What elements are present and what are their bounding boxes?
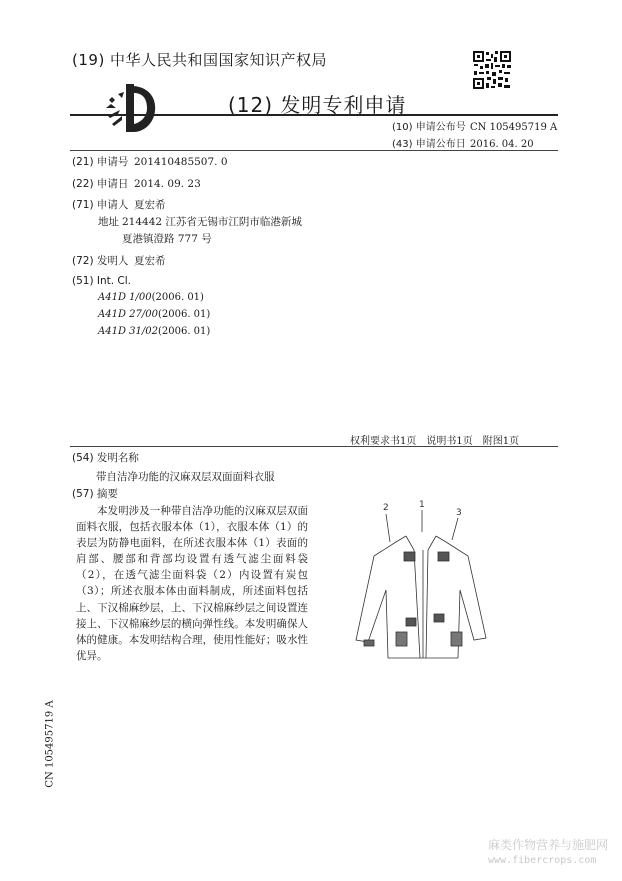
- publication-number-label: (10) 申请公布号: [392, 122, 466, 133]
- ipc-label: (51) Int. Cl.: [72, 275, 132, 287]
- watermark-title: 麻类作物营养与施肥网: [488, 838, 609, 852]
- document-type: (12) 发明专利申请: [228, 93, 407, 117]
- publication-date-value: 2016. 04. 20: [470, 139, 534, 150]
- applicant-label: (71) 申请人: [72, 199, 129, 211]
- ipc-entry: [98, 292, 204, 303]
- applicant-row: [72, 197, 166, 212]
- watermark-url: www.fibercrops.com: [488, 855, 597, 866]
- application-number-value: 201410485507. 0: [134, 156, 228, 168]
- applicant-value: 夏宏希: [134, 199, 166, 211]
- figure-label-1: 1: [419, 500, 425, 510]
- ipc-version: (2006. 01): [151, 292, 204, 303]
- address-label: 地址: [98, 216, 119, 228]
- ipc-code: A41D 27/00: [98, 309, 158, 320]
- drawings-pages: 附图1页: [482, 436, 520, 447]
- cnipa-logo-icon: [104, 80, 160, 136]
- application-date-value: 2014. 09. 23: [134, 178, 201, 190]
- publication-date-label: (43) 申请公布日: [392, 139, 466, 150]
- figure-label-3: 3: [456, 508, 462, 518]
- qr-code-icon: [472, 50, 512, 90]
- abstract-text: 本发明涉及一种带自洁净功能的汉麻双层双面面料衣服，包括衣服本体（1），衣服本体（1）的表层为防静电面料，在所述衣服本体（1）表面的肩部、腰部和背部均设置有透气滤尘面料袋（2），在透气滤尘面料袋（2）内设置有炭包（3）；所述衣服本体由面料制成，所述面料包括上、下汉棉麻纱层，上、下汉棉麻纱层之间设置连接上、下汉棉麻纱层的横向弹性线。本发明确保人体的健康。本发明结构合理，使用性能好；吸水性优异。: [76, 505, 308, 662]
- ipc-code: A41D 1/00: [98, 292, 152, 303]
- address-line-1: 214442 江苏省无锡市江阴市临港新城: [122, 216, 302, 228]
- ipc-entry: [98, 326, 210, 337]
- ipc-version: (2006. 01): [157, 326, 211, 337]
- biblio-divider: [70, 150, 558, 151]
- publication-date-row: [392, 135, 534, 150]
- application-number-row: [72, 154, 228, 169]
- page-counts: [350, 432, 529, 447]
- application-number-label: (21) 申请号: [72, 156, 129, 168]
- claims-pages: 权利要求书1页: [350, 436, 417, 447]
- application-date-row: [72, 176, 201, 191]
- invention-title: 带自洁净功能的汉麻双层双面面料衣服: [96, 471, 275, 483]
- title-label: (54) 发明名称: [72, 452, 139, 464]
- ipc-version: (2006. 01): [157, 309, 211, 320]
- description-pages: 说明书1页: [426, 436, 473, 447]
- publication-number-row: [392, 118, 557, 133]
- garment-drawing: [352, 490, 488, 670]
- abstract-label: (57) 摘要: [72, 488, 118, 500]
- publication-number-value: CN 105495719 A: [470, 122, 558, 133]
- figure-label-2: 2: [383, 503, 389, 513]
- ipc-entry: [98, 309, 210, 320]
- address-line-2: 夏港镇澄路 777 号: [122, 233, 212, 245]
- inventor-value: 夏宏希: [134, 255, 166, 267]
- watermark: [488, 838, 608, 868]
- patent-authority: (19) 中华人民共和国国家知识产权局: [72, 51, 328, 69]
- inventor-label: (72) 发明人: [72, 255, 129, 267]
- ipc-code: A41D 31/02: [98, 326, 158, 337]
- header-divider: [70, 114, 558, 116]
- application-date-label: (22) 申请日: [72, 178, 129, 190]
- abstract-divider: [70, 446, 558, 447]
- side-publication-number: CN 105495719 A: [44, 700, 56, 788]
- inventor-row: [72, 253, 166, 268]
